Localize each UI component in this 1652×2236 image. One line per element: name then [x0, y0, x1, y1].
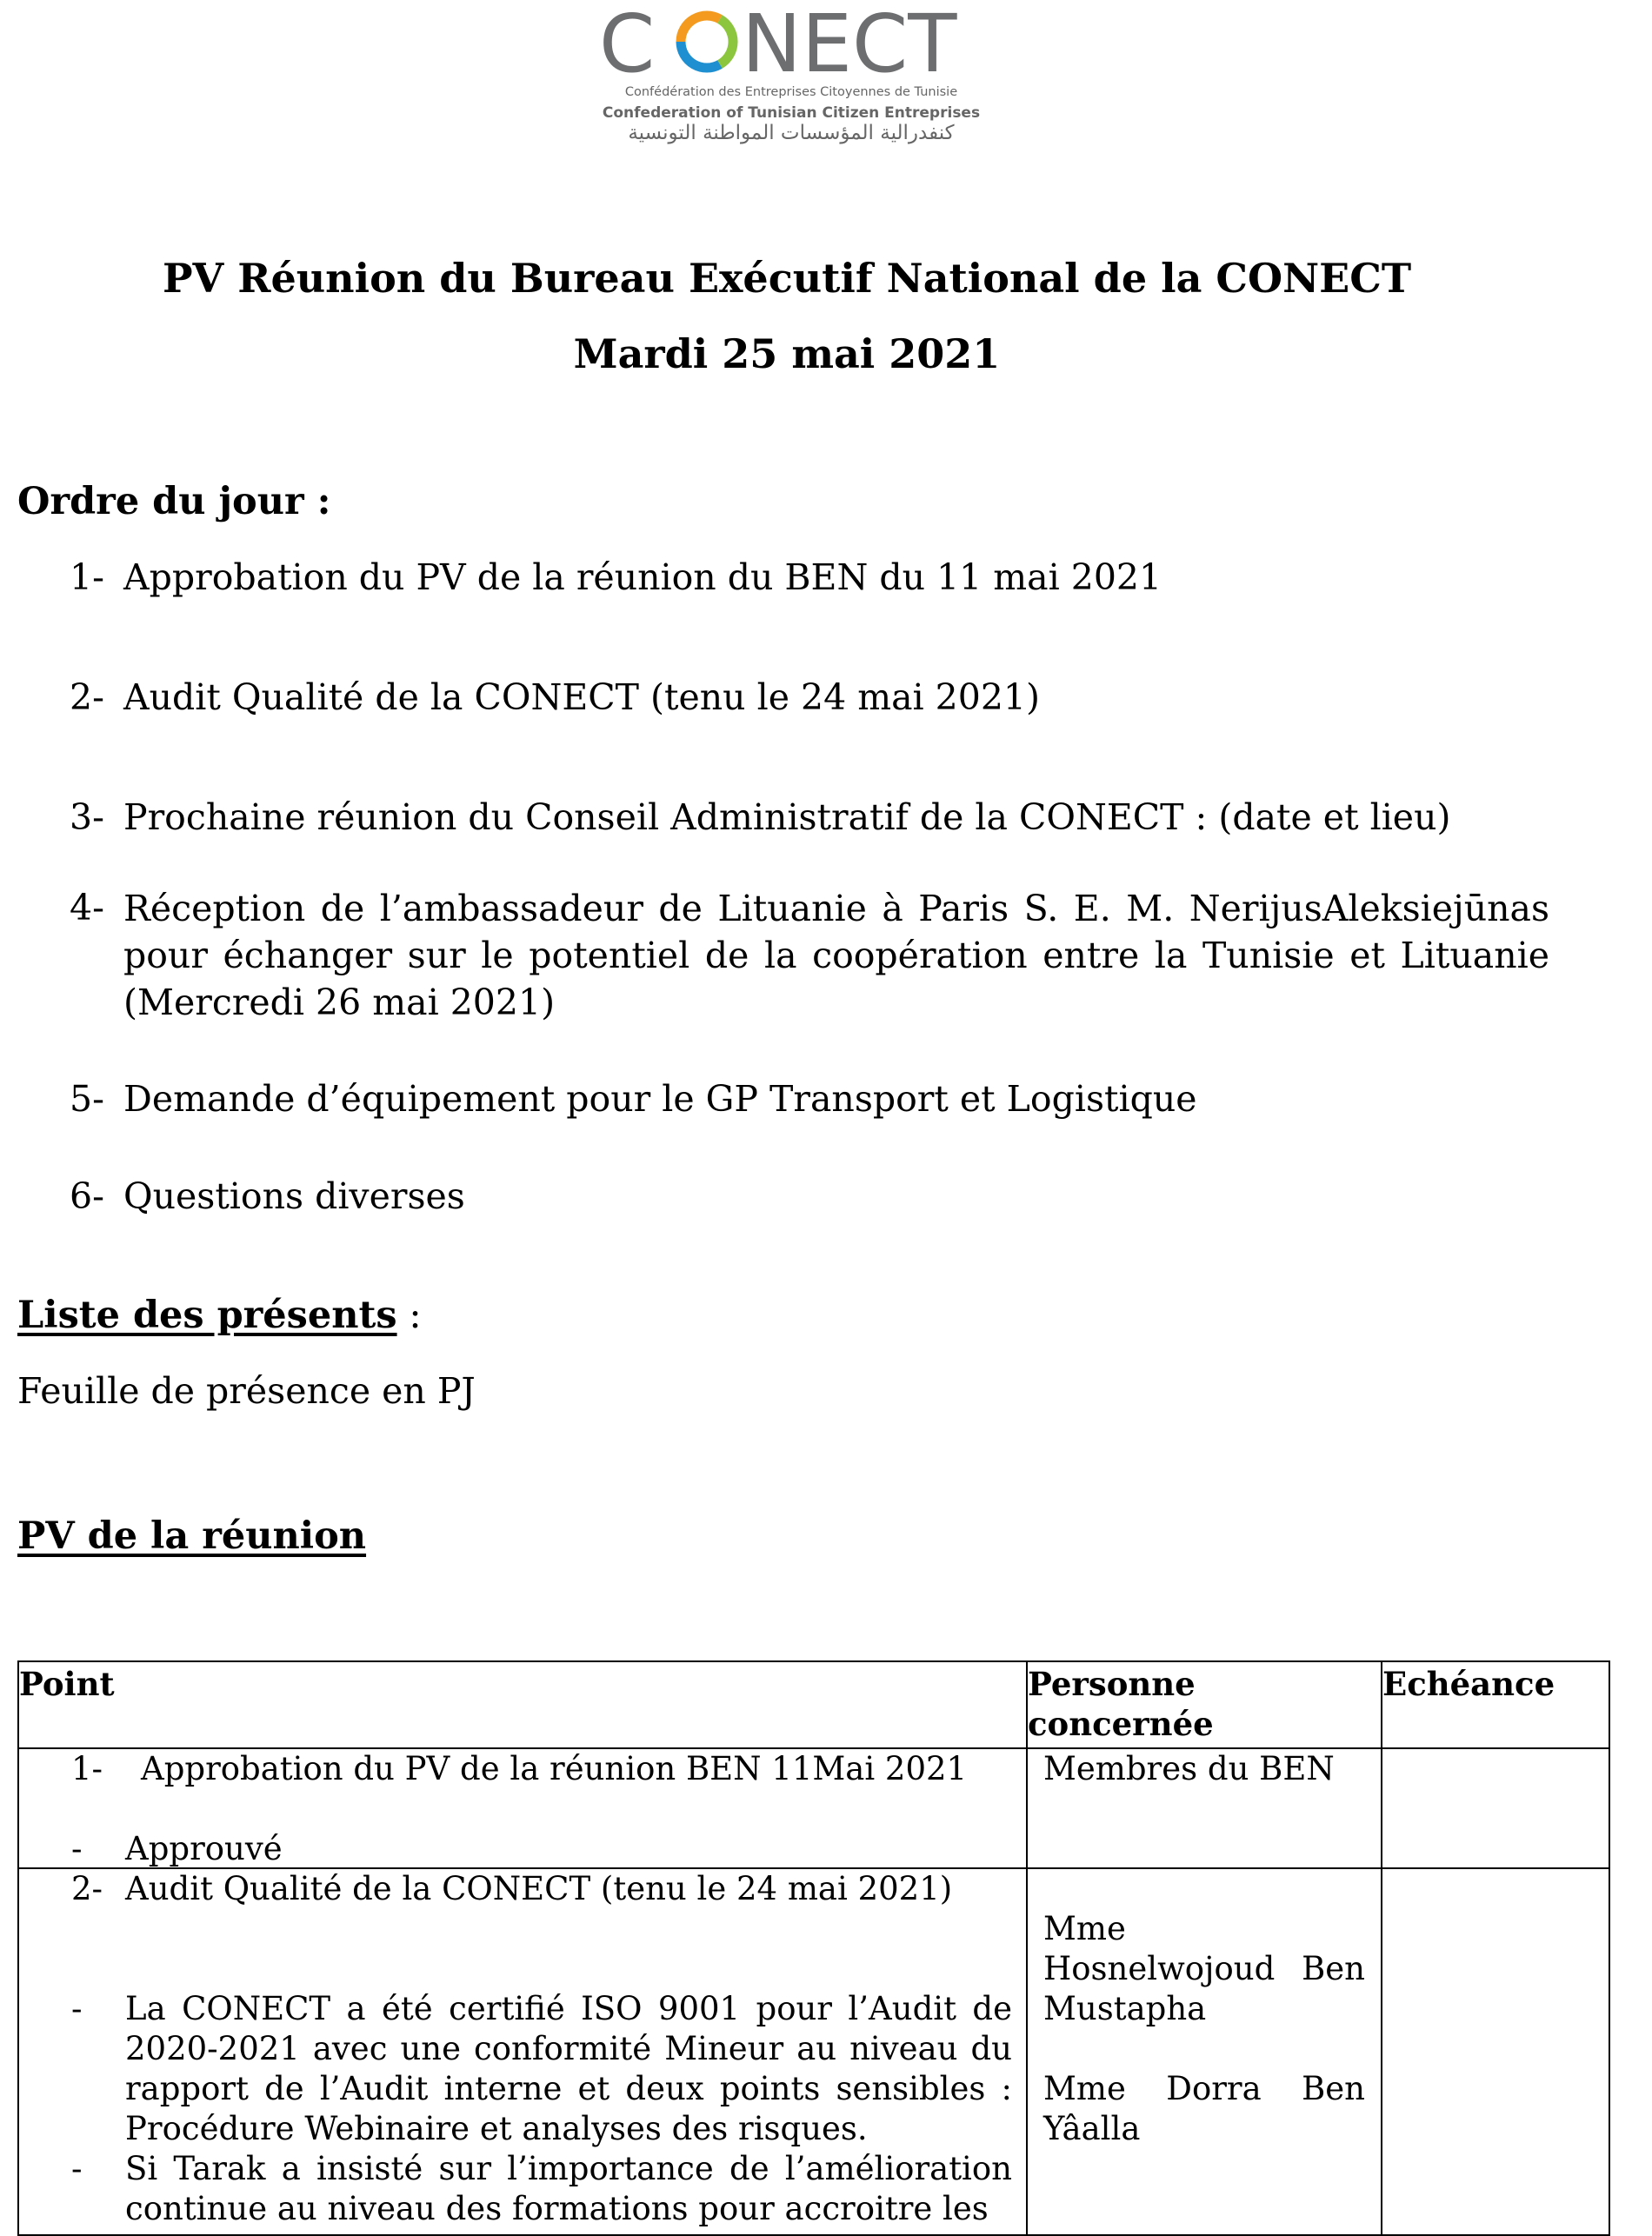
- logo-ring-icon: [681, 16, 733, 68]
- conect-logo-mark: [596, 2, 987, 78]
- conect-logo: [596, 0, 987, 156]
- logo-tagline-fr: Confédération des Entreprises Citoyennes de Tunisie: [624, 85, 958, 99]
- row-2-person-1: Mme Hosnelwojoud Ben Mustapha: [1043, 1910, 1365, 2027]
- pv-heading: PV de la réunion: [17, 1514, 367, 1558]
- row-1-person-cell: [1027, 1748, 1382, 1868]
- row-2-person-cell: [1027, 1868, 1382, 2235]
- presents-heading: Liste des présents: [17, 1294, 397, 1337]
- row-2-bullet-2: -: [71, 2150, 83, 2187]
- agenda-item-number: 1-: [70, 556, 104, 598]
- table-header-row: [18, 1661, 1609, 1748]
- agenda-heading: Ordre du jour :: [17, 480, 331, 523]
- document-title: PV Réunion du Bureau Exécutif National de la CONECT: [162, 255, 1412, 302]
- agenda-item-number: 2-: [70, 676, 104, 718]
- row-2-bullet-2-text: Si Tarak a insisté sur l’importance de l’amélioration continue au niveau des formations pour accroitre les: [125, 2150, 1012, 2227]
- pv-table: [17, 1660, 1610, 2236]
- agenda-item-4: Réception de l’ambassadeur de Lituanie à Paris S. E. M. NerijusAleksiejūnas pour échanger sur le potentiel de la coopération entre la Tunisie et Lituanie (Mercredi 26 mai 2021): [123, 888, 1549, 1023]
- row-1-title: Approbation du PV de la réunion BEN 11Mai 2021: [141, 1750, 968, 1787]
- column-header-point: Point: [18, 1661, 1027, 1748]
- agenda-item-5: Demande d’équipement pour le GP Transport et Logistique: [123, 1078, 1197, 1120]
- agenda-item-number: 4-: [70, 887, 104, 928]
- agenda-item-number: 6-: [70, 1175, 104, 1217]
- logo-tagline-ar: كنفدرالية المؤسسات المواطنة التونسية: [628, 122, 955, 144]
- logo-letter-c: C: [599, 2, 656, 78]
- document-date: Mardi 25 mai 2021: [573, 330, 1001, 377]
- agenda-item-3: Prochaine réunion du Conseil Administratif de la CONECT : (date et lieu): [123, 796, 1451, 838]
- presents-text: Feuille de présence en PJ: [17, 1370, 476, 1412]
- row-2-point-cell: [18, 1868, 1027, 2235]
- table-row: [18, 1868, 1609, 2235]
- presents-heading-colon: :: [396, 1294, 422, 1337]
- row-1-person: Membres du BEN: [1043, 1750, 1335, 1787]
- column-header-deadline: Echéance: [1382, 1661, 1609, 1748]
- row-2-deadline-cell: [1382, 1868, 1609, 2235]
- row-1-point-cell: [18, 1748, 1027, 1868]
- agenda-item-number: 3-: [70, 796, 104, 838]
- agenda-item-number: 5-: [70, 1078, 104, 1120]
- table-row: [18, 1748, 1609, 1868]
- row-1-number: 1-: [71, 1750, 103, 1787]
- presents-heading-wrap: [17, 1294, 422, 1337]
- row-1-bullet: -: [71, 1830, 83, 1867]
- agenda-item-1: Approbation du PV de la réunion du BEN du 11 mai 2021: [123, 556, 1162, 598]
- column-header-person: Personne concernée: [1027, 1661, 1382, 1748]
- row-1-bullet-text: Approuvé: [125, 1830, 283, 1867]
- logo-tagline-en: Confederation of Tunisian Citizen Entreprises: [602, 104, 981, 122]
- agenda-item-2: Audit Qualité de la CONECT (tenu le 24 mai 2021): [123, 676, 1041, 718]
- agenda-item-6: Questions diverses: [123, 1175, 465, 1217]
- row-2-bullet-1: -: [71, 1990, 83, 2027]
- row-2-title: Audit Qualité de la CONECT (tenu le 24 mai 2021): [125, 1870, 953, 1907]
- row-2-person-2: Mme Dorra Ben Yâalla: [1043, 2070, 1365, 2147]
- row-2-number: 2-: [71, 1870, 103, 1907]
- row-1-deadline-cell: [1382, 1748, 1609, 1868]
- row-2-bullet-1-text: La CONECT a été certifié ISO 9001 pour l’Audit de 2020-2021 avec une conformité Mineur au niveau du rapport de l’Audit interne et deux points sensibles : Procédure Webinaire et analyses des risques.: [125, 1990, 1012, 2147]
- logo-letters-nect: NECT: [742, 2, 957, 78]
